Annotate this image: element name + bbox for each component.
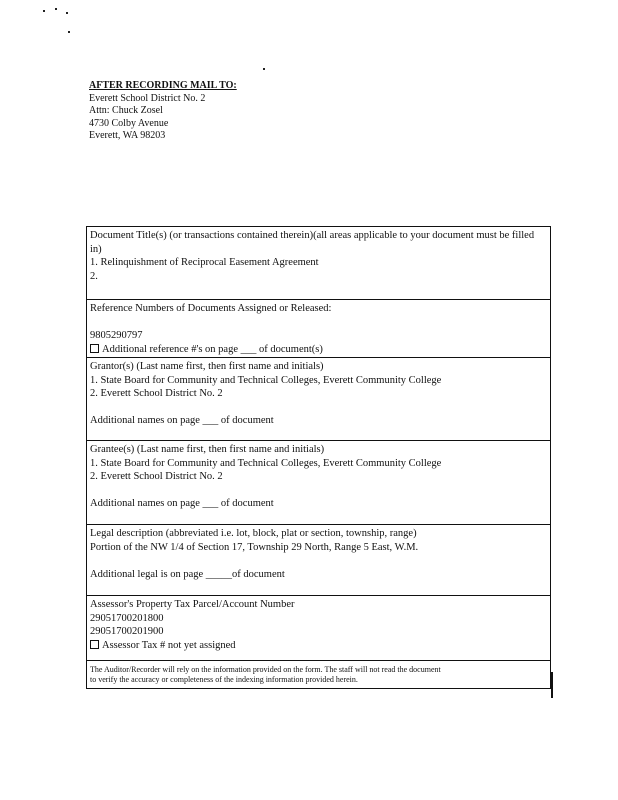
grantee-item-1: 1. State Board for Community and Technical Colleges, Everett Community College xyxy=(90,457,442,469)
parcel-not-assigned-row xyxy=(90,639,547,653)
return-address-line: Attn: Chuck Zosel xyxy=(89,105,163,116)
scan-edge-mark xyxy=(551,672,553,698)
document-title-label: Document Title(s) (or transactions contained therein)(all areas applicable to your document must be filled in) xyxy=(90,230,535,255)
grantors-additional: Additional names on page ___ of document xyxy=(90,415,274,426)
reference-number: 9805290797 xyxy=(90,330,143,341)
document-title-item-2: 2. xyxy=(90,270,98,282)
legal-description-additional: Additional legal is on page _____of document xyxy=(90,568,285,580)
parcel-number-label: Assessor's Property Tax Parcel/Account Number xyxy=(90,599,295,610)
parcel-number-section xyxy=(87,596,550,661)
footer-note-line-1: The Auditor/Recorder will rely on the information provided on the form. The staff will not read the document xyxy=(90,665,441,674)
return-address-line: Everett, WA 98203 xyxy=(89,130,166,141)
footer-note-section xyxy=(87,661,550,689)
return-address-line: Everett School District No. 2 xyxy=(89,92,206,104)
parcel-number-2: 29051700201900 xyxy=(90,626,164,637)
legal-description-label: Legal description (abbreviated i.e. lot, block, plat or section, township, range) xyxy=(90,528,417,539)
return-address-block xyxy=(89,80,237,143)
parcel-not-assigned-checkbox[interactable] xyxy=(90,640,99,649)
footer-note-line-2: to verify the accuracy or completeness of the indexing information provided herein. xyxy=(90,675,358,684)
reference-numbers-label: Reference Numbers of Documents Assigned or Released: xyxy=(90,303,332,314)
grantors-label: Grantor(s) (Last name first, then first name and initials) xyxy=(90,361,324,372)
grantees-label: Grantee(s) (Last name first, then first name and initials) xyxy=(90,444,325,455)
reference-numbers-section xyxy=(87,300,550,358)
grantors-section xyxy=(87,358,550,441)
additional-reference-checkbox[interactable] xyxy=(90,344,99,353)
return-address-heading: AFTER RECORDING MAIL TO: xyxy=(89,80,237,91)
parcel-number-1: 29051700201800 xyxy=(90,612,164,624)
return-address-line: 4730 Colby Avenue xyxy=(89,117,169,129)
grantees-section xyxy=(87,441,550,525)
additional-reference-text: Additional reference #'s on page ___ of document(s) xyxy=(102,343,323,355)
grantees-additional: Additional names on page ___ of document xyxy=(90,498,274,509)
additional-reference-row xyxy=(90,343,547,357)
parcel-not-assigned-text: Assessor Tax # not yet assigned xyxy=(102,639,236,651)
grantor-item-2: 2. Everett School District No. 2 xyxy=(90,388,223,399)
legal-description-text: Portion of the NW 1/4 of Section 17, Township 29 North, Range 5 East, W.M. xyxy=(90,541,419,553)
recording-cover-sheet xyxy=(86,226,551,689)
grantee-item-2: 2. Everett School District No. 2 xyxy=(90,471,223,482)
grantor-item-1: 1. State Board for Community and Technical Colleges, Everett Community College xyxy=(90,374,442,386)
document-title-item-1: 1. Relinquishment of Reciprocal Easement Agreement xyxy=(90,257,319,268)
legal-description-section xyxy=(87,525,550,596)
document-title-section xyxy=(87,227,550,300)
